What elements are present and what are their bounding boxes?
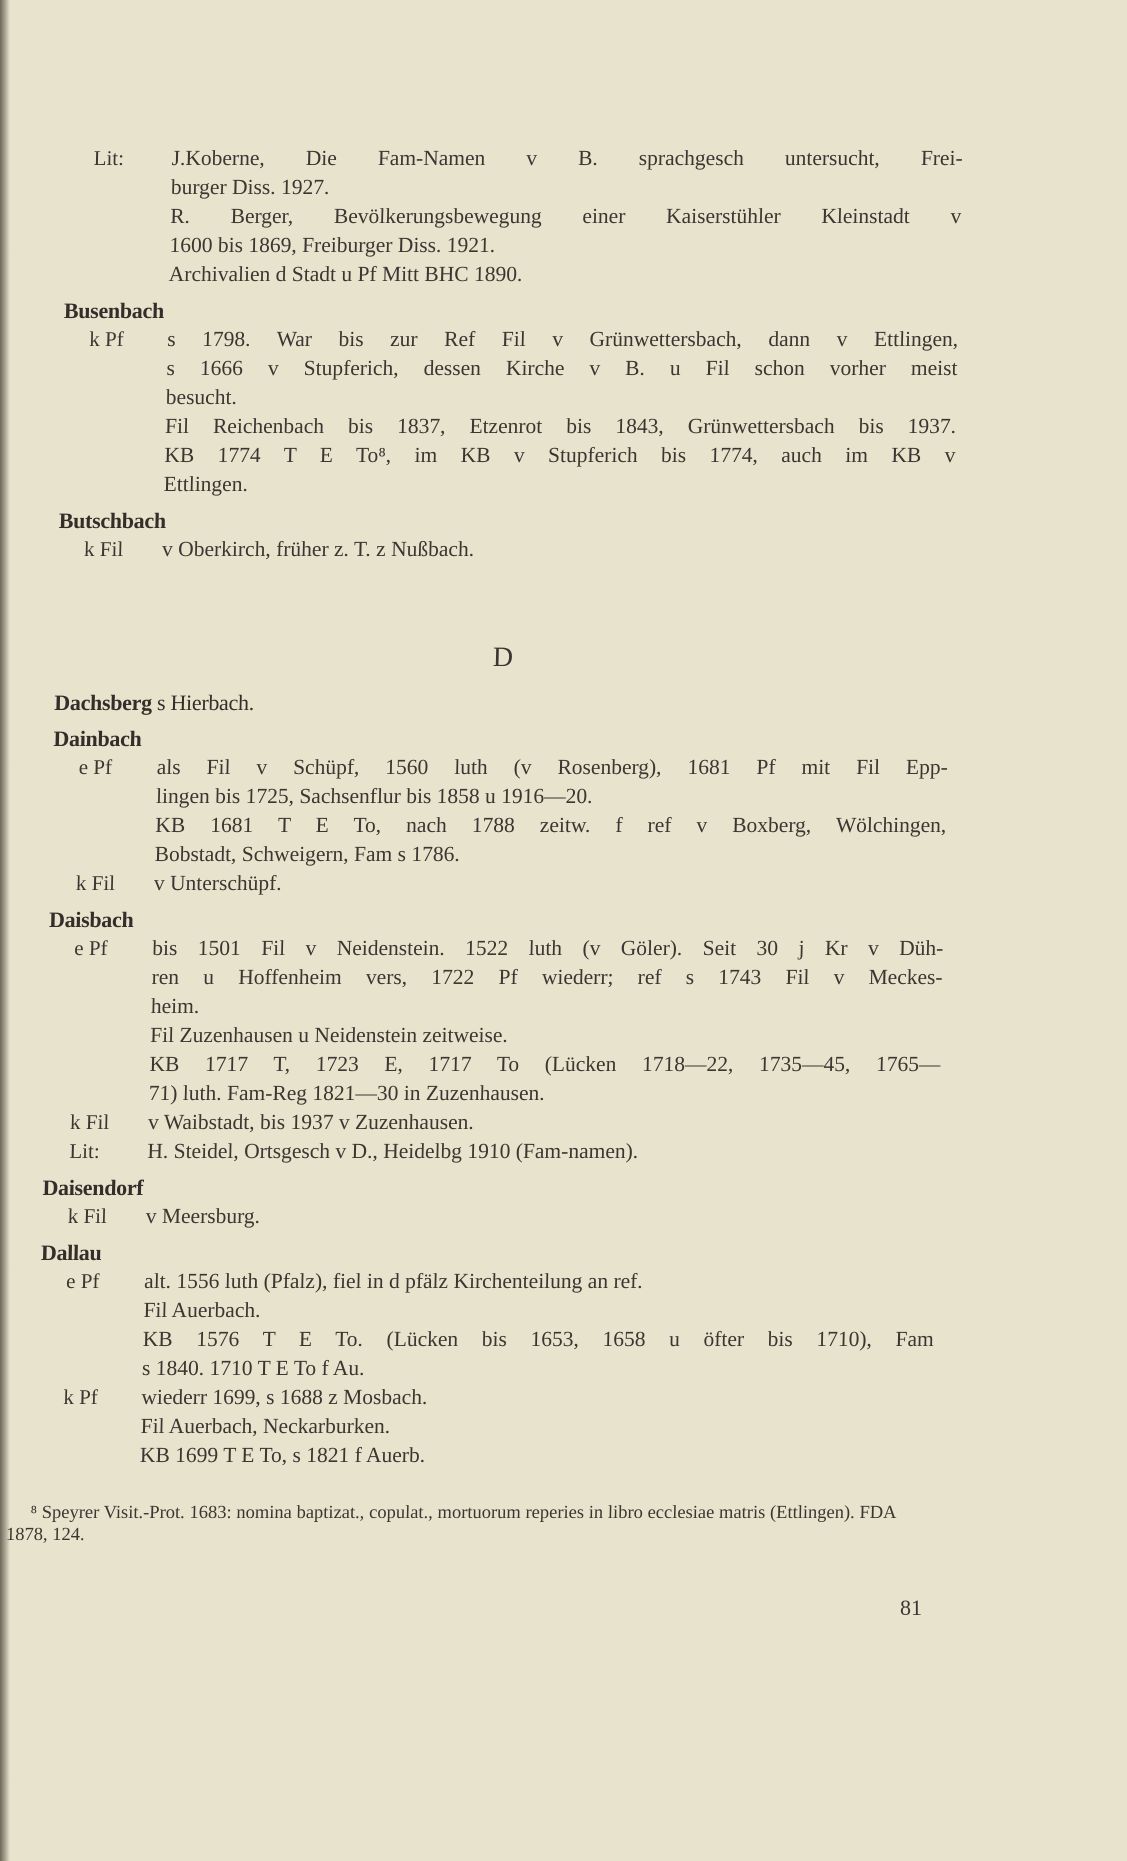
entry-row	[50, 753, 948, 869]
place-name: Busenbach	[63, 298, 165, 323]
text-line: J.Koberne, Die Fam-Namen v B. sprachgesch untersucht, Frei-	[171, 146, 963, 170]
text-line: alt. 1556 luth (Pfalz), fiel in d pfälz Kirchenteilung an ref.	[143, 1269, 644, 1293]
cross-reference: s Hierbach.	[151, 690, 255, 715]
text-line: Fil Reichenbach bis 1837, Etzenrot bis 1843, Grünwettersbach bis 1937.	[164, 414, 957, 438]
entry-body	[140, 1383, 933, 1470]
entry-row	[43, 1137, 939, 1166]
text-line: s 1798. War bis zur Ref Fil v Grünwettersbach, dann v Ettlingen,	[166, 327, 959, 351]
place-entry	[59, 296, 959, 499]
text-line: Ettlingen.	[163, 472, 249, 496]
text-line: bis 1501 Fil v Neidenstein. 1522 luth (v Göler). Seit 30 j Kr v Düh-	[152, 936, 944, 960]
place-heading	[58, 506, 954, 535]
place-entry	[36, 1238, 937, 1470]
place-name: Daisendorf	[42, 1175, 144, 1200]
entry-label: e Pf	[74, 936, 108, 960]
place-heading	[54, 688, 950, 717]
place-heading	[49, 905, 945, 934]
entry-label: k Fil	[75, 871, 116, 895]
book-binding-edge	[0, 0, 10, 1861]
entry-body	[154, 753, 948, 869]
entry-row	[59, 325, 958, 499]
place-name: Dallau	[40, 1240, 102, 1265]
entry-label: k Pf	[88, 327, 124, 351]
entry-label: k Pf	[63, 1385, 99, 1409]
section-letter: D	[492, 642, 514, 673]
entry-row	[44, 1108, 940, 1137]
text-line: R. Berger, Bevölkerungsbewegung einer Kaiserstühler Kleinstadt v	[169, 204, 962, 228]
entry-body	[154, 869, 946, 898]
entry-body	[148, 934, 943, 1108]
footnote: ⁸ Speyrer Visit.-Prot. 1683: nomina baptizat., copulat., mortuorum reperies in libro ecclesiae matris (Ettlingen). FDA 1878, 124.	[5, 1503, 897, 1545]
place-entry	[54, 688, 950, 717]
entry-label: k Fil	[83, 537, 124, 561]
text-line: v Oberkirch, früher z. T. z Nußbach.	[161, 537, 475, 561]
place-name: Dainbach	[53, 726, 142, 751]
place-heading	[64, 296, 960, 325]
text-line: KB 1576 T E To. (Lücken bis 1653, 1658 u öfter bis 1710), Fam	[142, 1327, 935, 1351]
entry-row	[44, 934, 943, 1108]
text-line: KB 1717 T, 1723 E, 1717 To (Lücken 1718—22, 1735—45, 1765—	[149, 1052, 941, 1076]
place-heading	[53, 724, 949, 753]
place-entry	[41, 1173, 937, 1231]
text-line: Fil Auerbach.	[143, 1298, 261, 1322]
text-line: wiederr 1699, s 1688 z Mosbach.	[141, 1385, 428, 1409]
entry-label: e Pf	[65, 1269, 100, 1293]
place-name: Daisbach	[48, 907, 134, 932]
entry-row	[38, 1267, 936, 1383]
place-heading	[42, 1173, 938, 1202]
page-content	[5, 144, 963, 1546]
page-number: 81	[900, 1595, 922, 1620]
entry-body	[147, 1137, 939, 1166]
text-line: burger Diss. 1927.	[170, 175, 330, 199]
entry-label: e Pf	[78, 755, 113, 779]
entry-label: Lit:	[93, 146, 125, 170]
entry-body	[168, 144, 963, 289]
entry-row	[64, 144, 963, 289]
text-line: KB 1681 T E To, nach 1788 zeitw. f ref v Boxberg, Wölchingen,	[155, 813, 947, 837]
text-line: v Unterschüpf.	[153, 871, 283, 895]
entry-body	[145, 1202, 937, 1231]
text-line: als Fil v Schüpf, 1560 luth (v Rosenberg), 1681 Pf mit Fil Epp-	[156, 755, 949, 779]
text-line: v Meersburg.	[145, 1204, 261, 1228]
text-line: Archivalien d Stadt u Pf Mitt BHC 1890.	[168, 262, 523, 286]
place-heading	[41, 1238, 937, 1267]
entry-body	[163, 325, 958, 499]
text-line: besucht.	[165, 385, 238, 409]
entry-label: k Fil	[67, 1204, 108, 1228]
text-line: 1600 bis 1869, Freiburger Diss. 1921.	[169, 233, 496, 257]
entry-body	[142, 1267, 936, 1383]
text-line: H. Steidel, Ortsgesch v D., Heidelbg 1910 (Fam-namen).	[147, 1139, 639, 1163]
entry-row	[50, 869, 946, 898]
text-line: KB 1699 T E To, s 1821 f Auerb.	[139, 1443, 426, 1467]
text-line: KB 1774 T E To⁸, im KB v Stupferich bis 1774, auch im KB v	[164, 443, 956, 467]
text-line: s 1666 v Stupferich, dessen Kirche v B. u Fil schon vorher meist	[166, 356, 958, 380]
text-line: Fil Auerbach, Neckarburken.	[140, 1414, 391, 1438]
text-line: v Waibstadt, bis 1937 v Zuzenhausen.	[147, 1110, 475, 1134]
text-line: heim.	[150, 994, 200, 1018]
entry-body	[148, 1108, 940, 1137]
text-line: ren u Hoffenheim vers, 1722 Pf wiederr; ref s 1743 Fil v Meckes-	[151, 965, 943, 989]
place-name: Butschbach	[58, 508, 167, 533]
entry-row	[36, 1383, 933, 1470]
place-entry	[50, 724, 949, 898]
place-entry	[64, 144, 963, 289]
entry-body	[162, 535, 954, 564]
place-entry	[58, 506, 954, 564]
entry-row	[58, 535, 954, 564]
entry-label: Lit:	[69, 1139, 101, 1163]
text-line: lingen bis 1725, Sachsenflur bis 1858 u 1916—20.	[155, 784, 593, 808]
text-line: s 1840. 1710 T E To f Au.	[141, 1356, 365, 1380]
text-line: Fil Zuzenhausen u Neidenstein zeitweise.	[149, 1023, 509, 1047]
text-line: 71) luth. Fam-Reg 1821—30 in Zuzenhausen.	[148, 1081, 546, 1105]
entry-label: k Fil	[69, 1110, 110, 1134]
place-entry	[43, 905, 944, 1166]
text-line: Bobstadt, Schweigern, Fam s 1786.	[154, 842, 461, 866]
entry-row	[41, 1202, 937, 1231]
place-name: Dachsberg	[54, 690, 153, 715]
